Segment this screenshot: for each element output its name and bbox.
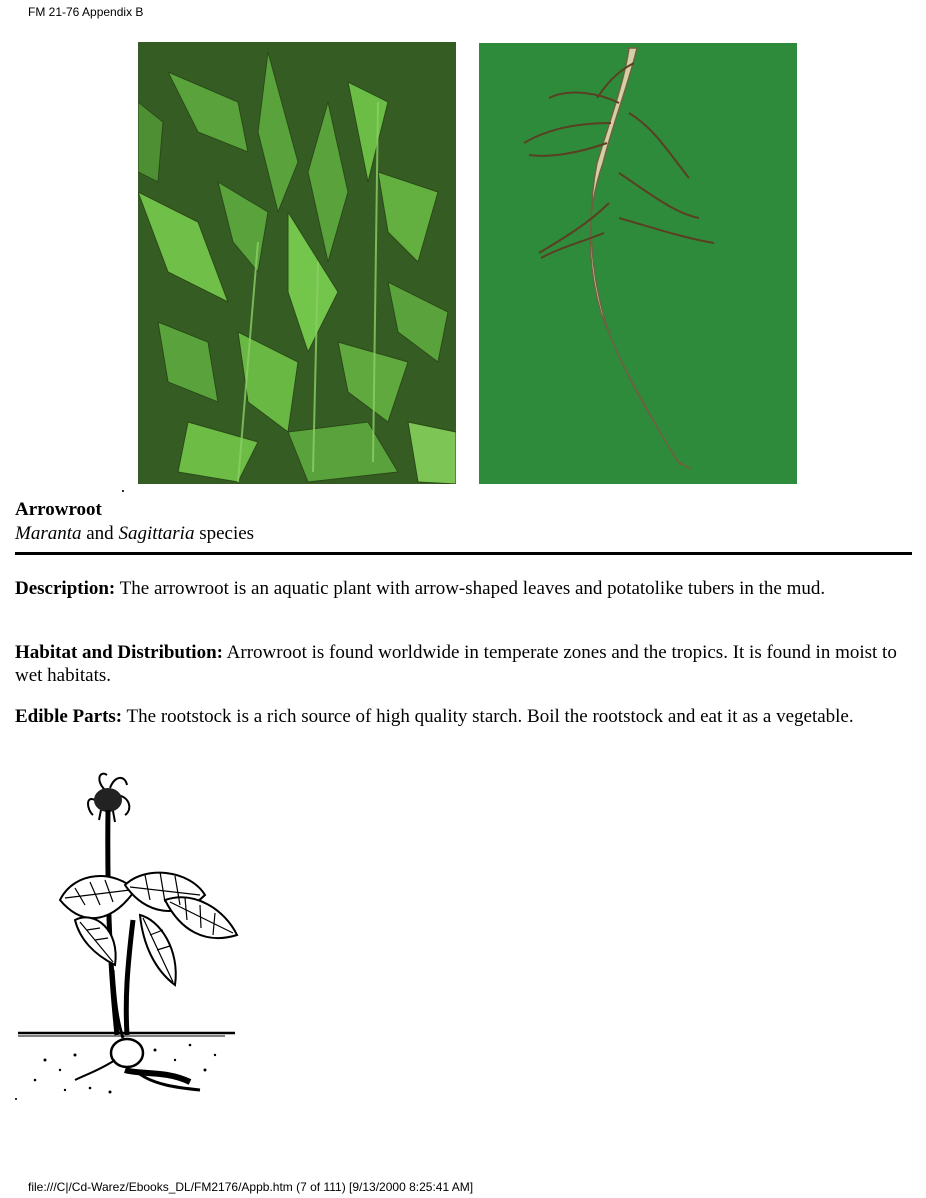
genus-maranta: Maranta xyxy=(15,523,82,544)
edible-parts-paragraph xyxy=(15,705,910,728)
plant-common-name: Arrowroot xyxy=(15,499,102,520)
stray-mark xyxy=(122,490,124,492)
leaves-photo-graphic xyxy=(138,42,456,484)
plant-scientific-name xyxy=(15,522,254,546)
scientific-suffix: species xyxy=(194,523,255,544)
genus-sagittaria: Sagittaria xyxy=(118,523,195,544)
plant-title-block xyxy=(15,498,254,546)
habitat-paragraph xyxy=(15,641,910,687)
page-footer-source: file:///C|/Cd-Warez/Ebooks_DL/FM2176/Appb.htm (7 of 111) [9/13/2000 8:25:41 AM] xyxy=(28,1180,474,1194)
edible-parts-text: The rootstock is a rich source of high quality starch. Boil the rootstock and eat it as a vegetable. xyxy=(122,706,854,727)
plant-line-drawing xyxy=(15,770,241,1100)
scientific-conjunction: and xyxy=(81,523,119,544)
arrowroot-leaves-photo xyxy=(138,42,456,484)
plant-drawing-graphic xyxy=(15,770,241,1100)
running-header: FM 21-76 Appendix B xyxy=(28,5,144,19)
habitat-label: Habitat and Distribution: xyxy=(15,642,223,663)
root-photo-graphic xyxy=(479,43,797,484)
arrowroot-root-photo xyxy=(479,43,797,484)
habitat-text: Arrowroot is found worldwide in temperate zones and the tropics. It is found in moist to wet habitats. xyxy=(15,642,897,686)
edible-parts-label: Edible Parts: xyxy=(15,706,123,727)
description-paragraph xyxy=(15,577,910,600)
description-label: Description: xyxy=(15,578,116,599)
description-text: The arrowroot is an aquatic plant with arrow-shaped leaves and potatolike tubers in the mud. xyxy=(115,578,826,599)
section-divider xyxy=(15,552,912,555)
stray-mark xyxy=(15,1098,17,1100)
